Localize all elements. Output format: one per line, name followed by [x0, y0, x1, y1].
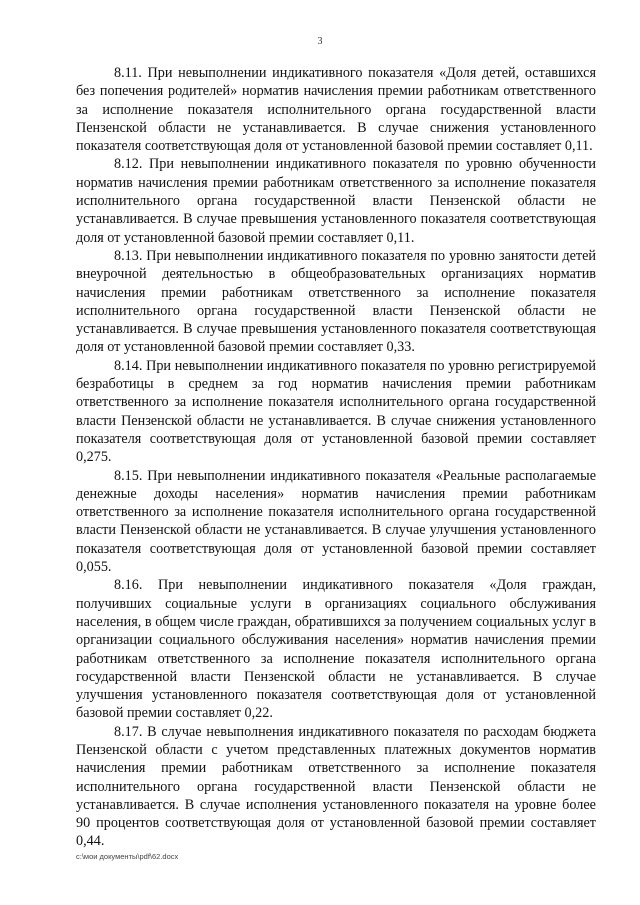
paragraph-8-16: 8.16. При невыполнении индикативного показателя «Доля граждан, получивших социальные услуги в организациях социального обслуживания населения, в общем числе граждан, обратившихся за получением социальных услуг в организации социального обслуживания населения» норматив начисления премии работникам ответственного за исполнение показателя исполнительного органа государственной власти Пензенской области не устанавливается. В случае улучшения установленного показателя соответствующая доля от установленной базовой премии составляет 0,22.: [76, 577, 596, 722]
paragraph-8-11: 8.11. При невыполнении индикативного показателя «Доля детей, оставшихся без попечения родителей» норматив начисления премии работникам ответственного за исполнение показателя исполнительного органа государственной власти Пензенской области не устанавливается. В случае снижения установленного показателя соответствующая доля от установленной базовой премии составляет 0,11.: [76, 65, 596, 155]
paragraph-8-13: 8.13. При невыполнении индикативного показателя по уровню занятости детей внеурочной деятельностью в общеобразовательных организациях норматив начисления премии работникам ответственного за исполнение показателя исполнительного органа государственной власти Пензенской области не устанавливается. В случае превышения установленного показателя соответствующая доля от установленной базовой премии составляет 0,33.: [76, 247, 596, 356]
paragraph-8-12: 8.12. При невыполнении индикативного показателя по уровню обученности норматив начисления премии работникам ответственного за исполнение показателя исполнительного органа государственной власти Пензенской области не устанавливается. В случае превышения установленного показателя соответствующая доля от установленной базовой премии составляет 0,11.: [76, 156, 596, 246]
footer-file-path: c:\мои документы\pdf\62.docx: [76, 852, 179, 861]
paragraph-8-15: 8.15. При невыполнении индикативного показателя «Реальные располагаемые денежные доходы населения» норматив начисления премии работникам ответственного за исполнение показателя исполнительного органа государственной власти Пензенской области не устанавливается. В случае улучшения установленного показателя соответствующая доля от установленной базовой премии составляет 0,055.: [76, 467, 596, 576]
paragraph-8-17: 8.17. В случае невыполнения индикативного показателя по расходам бюджета Пензенской области с учетом представленных платежных документов норматив начисления премии работникам ответственного за исполнение показателя исполнительного органа государственной власти Пензенской области не устанавливается. В случае исполнения установленного показателя на уровне более 90 процентов соответствующая доля от установленной базовой премии составляет 0,44.: [76, 723, 596, 850]
paragraph-8-14: 8.14. При невыполнении индикативного показателя по уровню регистрируемой безработицы в среднем за год норматив начисления премии работникам ответственного за исполнение показателя исполнительного органа государственной власти Пензенской области не устанавливается. В случае снижения установленного показателя соответствующая доля от установленной базовой премии составляет 0,275.: [76, 357, 596, 466]
page-number: 3: [317, 36, 323, 47]
document-body: [76, 64, 596, 851]
